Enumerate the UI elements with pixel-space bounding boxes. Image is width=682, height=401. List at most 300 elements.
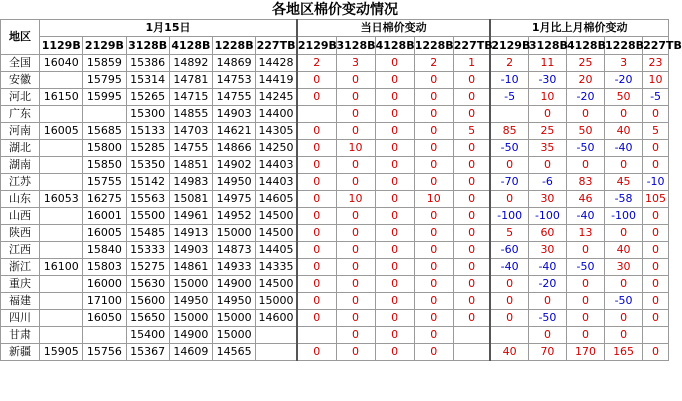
- daily-change-cell: 0: [453, 225, 490, 242]
- region-cell: 福建: [1, 293, 40, 310]
- daily-change-cell: 0: [414, 106, 453, 123]
- monthly-change-cell: 0: [643, 259, 669, 276]
- monthly-change-cell: 0: [643, 106, 669, 123]
- price-cell: 15314: [126, 72, 169, 89]
- monthly-change-cell: 0: [643, 157, 669, 174]
- price-cell: 14703: [169, 123, 212, 140]
- monthly-change-cell: 30: [605, 259, 643, 276]
- daily-change-cell: 0: [375, 259, 414, 276]
- daily-change-cell: 0: [375, 55, 414, 72]
- daily-change-cell: 0: [453, 106, 490, 123]
- monthly-change-cell: -100: [528, 208, 566, 225]
- daily-change-cell: 0: [414, 157, 453, 174]
- daily-change-cell: 0: [414, 344, 453, 361]
- monthly-change-cell: 13: [566, 225, 604, 242]
- price-cell: 14851: [169, 157, 212, 174]
- price-cell: 16275: [83, 191, 126, 208]
- monthly-change-cell: 0: [605, 276, 643, 293]
- price-cell: 15600: [126, 293, 169, 310]
- daily-change-cell: 0: [297, 140, 336, 157]
- price-cell: 15905: [40, 344, 83, 361]
- monthly-change-cell: 0: [528, 106, 566, 123]
- monthly-change-cell: -70: [490, 174, 528, 191]
- col-header-monthly: 3128B: [528, 37, 566, 55]
- price-cell: 14755: [169, 140, 212, 157]
- daily-change-cell: 0: [336, 276, 375, 293]
- monthly-change-cell: 10: [528, 89, 566, 106]
- price-cell: 15650: [126, 310, 169, 327]
- group-header-monthly: 1月比上月棉价变动: [490, 20, 668, 37]
- price-cell: 14305: [256, 123, 297, 140]
- price-cell: 14419: [256, 72, 297, 89]
- price-cell: 14250: [256, 140, 297, 157]
- monthly-change-cell: 0: [528, 327, 566, 344]
- monthly-change-cell: 0: [643, 225, 669, 242]
- table-row: [1, 259, 669, 276]
- daily-change-cell: 0: [336, 89, 375, 106]
- daily-change-cell: 0: [375, 310, 414, 327]
- monthly-change-cell: 0: [528, 293, 566, 310]
- monthly-change-cell: 50: [605, 89, 643, 106]
- monthly-change-cell: 0: [490, 293, 528, 310]
- daily-change-cell: 0: [336, 310, 375, 327]
- daily-change-cell: 0: [414, 208, 453, 225]
- monthly-change-cell: -40: [566, 208, 604, 225]
- price-cell: [40, 242, 83, 259]
- daily-change-cell: [297, 327, 336, 344]
- monthly-change-cell: 0: [605, 106, 643, 123]
- table-row: [1, 123, 669, 140]
- price-cell: [40, 157, 83, 174]
- daily-change-cell: 0: [375, 157, 414, 174]
- price-cell: 14861: [169, 259, 212, 276]
- col-header-daily: 1228B: [414, 37, 453, 55]
- price-cell: [256, 327, 297, 344]
- price-cell: [40, 225, 83, 242]
- col-header-jan15: 4128B: [169, 37, 212, 55]
- monthly-change-cell: -20: [605, 72, 643, 89]
- region-header: 地区: [1, 20, 40, 55]
- price-cell: 14609: [169, 344, 212, 361]
- monthly-change-cell: -50: [566, 259, 604, 276]
- monthly-change-cell: 0: [566, 293, 604, 310]
- col-header-jan15: 3128B: [126, 37, 169, 55]
- daily-change-cell: 0: [375, 123, 414, 140]
- price-cell: 14565: [212, 344, 255, 361]
- table-row: [1, 310, 669, 327]
- monthly-change-cell: 0: [490, 157, 528, 174]
- price-cell: 14500: [256, 276, 297, 293]
- monthly-change-cell: -20: [566, 89, 604, 106]
- price-cell: 14869: [212, 55, 255, 72]
- table-row: [1, 72, 669, 89]
- price-cell: [40, 174, 83, 191]
- price-cell: 15400: [126, 327, 169, 344]
- monthly-change-cell: 5: [490, 225, 528, 242]
- price-cell: 15000: [212, 327, 255, 344]
- region-cell: 山东: [1, 191, 40, 208]
- monthly-change-cell: -50: [490, 140, 528, 157]
- price-cell: 14900: [212, 276, 255, 293]
- daily-change-cell: 0: [375, 89, 414, 106]
- monthly-change-cell: [643, 327, 669, 344]
- price-cell: [40, 208, 83, 225]
- monthly-change-cell: 0: [566, 106, 604, 123]
- price-cell: 15142: [126, 174, 169, 191]
- price-cell: 16040: [40, 55, 83, 72]
- monthly-change-cell: 170: [566, 344, 604, 361]
- price-cell: 14855: [169, 106, 212, 123]
- monthly-change-cell: 25: [566, 55, 604, 72]
- daily-change-cell: 0: [453, 293, 490, 310]
- table-row: [1, 293, 669, 310]
- daily-change-cell: 0: [297, 344, 336, 361]
- price-cell: 14753: [212, 72, 255, 89]
- price-cell: 16000: [83, 276, 126, 293]
- price-cell: 14873: [212, 242, 255, 259]
- monthly-change-cell: 0: [566, 157, 604, 174]
- price-cell: 15800: [83, 140, 126, 157]
- table-row: [1, 55, 669, 72]
- daily-change-cell: 0: [297, 225, 336, 242]
- daily-change-cell: 0: [375, 72, 414, 89]
- region-cell: 全国: [1, 55, 40, 72]
- daily-change-cell: 0: [453, 174, 490, 191]
- daily-change-cell: 0: [414, 293, 453, 310]
- price-cell: 14866: [212, 140, 255, 157]
- daily-change-cell: 0: [414, 140, 453, 157]
- price-cell: 14335: [256, 259, 297, 276]
- price-cell: 14605: [256, 191, 297, 208]
- daily-change-cell: 3: [336, 55, 375, 72]
- monthly-change-cell: -40: [605, 140, 643, 157]
- price-cell: 15285: [126, 140, 169, 157]
- table-row: [1, 89, 669, 106]
- price-cell: 15000: [256, 293, 297, 310]
- monthly-change-cell: -100: [605, 208, 643, 225]
- col-header-jan15: 1228B: [212, 37, 255, 55]
- monthly-change-cell: 0: [605, 225, 643, 242]
- price-cell: 16001: [83, 208, 126, 225]
- daily-change-cell: [453, 327, 490, 344]
- price-cell: 14245: [256, 89, 297, 106]
- price-cell: 14781: [169, 72, 212, 89]
- daily-change-cell: 0: [453, 310, 490, 327]
- daily-change-cell: 0: [414, 123, 453, 140]
- daily-change-cell: 0: [336, 123, 375, 140]
- daily-change-cell: 0: [453, 89, 490, 106]
- monthly-change-cell: -50: [566, 140, 604, 157]
- price-cell: [40, 310, 83, 327]
- monthly-change-cell: 0: [566, 310, 604, 327]
- daily-change-cell: 0: [336, 242, 375, 259]
- table-row: [1, 242, 669, 259]
- price-cell: 14400: [256, 106, 297, 123]
- daily-change-cell: 0: [336, 259, 375, 276]
- price-cell: 14892: [169, 55, 212, 72]
- daily-change-cell: 0: [297, 276, 336, 293]
- daily-change-cell: 0: [297, 310, 336, 327]
- monthly-change-cell: -20: [528, 276, 566, 293]
- price-cell: 14500: [256, 208, 297, 225]
- price-cell: 16053: [40, 191, 83, 208]
- region-cell: 新疆: [1, 344, 40, 361]
- col-header-daily: 3128B: [336, 37, 375, 55]
- daily-change-cell: 0: [414, 174, 453, 191]
- daily-change-cell: 0: [297, 208, 336, 225]
- price-cell: 15386: [126, 55, 169, 72]
- price-cell: 14983: [169, 174, 212, 191]
- region-cell: 河南: [1, 123, 40, 140]
- page-title: 各地区棉价变动情况: [272, 2, 398, 18]
- price-cell: [40, 293, 83, 310]
- daily-change-cell: 0: [297, 72, 336, 89]
- region-cell: 江西: [1, 242, 40, 259]
- price-cell: [83, 327, 126, 344]
- group-header-jan15: 1月15日: [40, 20, 297, 37]
- daily-change-cell: [297, 106, 336, 123]
- monthly-change-cell: 0: [643, 242, 669, 259]
- daily-change-cell: 0: [297, 174, 336, 191]
- monthly-change-cell: [490, 106, 528, 123]
- region-cell: 广东: [1, 106, 40, 123]
- monthly-change-cell: [490, 327, 528, 344]
- col-header-daily: 2129B: [297, 37, 336, 55]
- daily-change-cell: 0: [414, 327, 453, 344]
- price-cell: 14903: [212, 106, 255, 123]
- monthly-change-cell: 11: [528, 55, 566, 72]
- region-cell: 安徽: [1, 72, 40, 89]
- monthly-change-cell: 0: [566, 327, 604, 344]
- daily-change-cell: 0: [336, 174, 375, 191]
- price-cell: [40, 276, 83, 293]
- monthly-change-cell: -50: [605, 293, 643, 310]
- daily-change-cell: 0: [297, 157, 336, 174]
- daily-change-cell: 0: [375, 293, 414, 310]
- price-cell: 15859: [83, 55, 126, 72]
- daily-change-cell: 0: [414, 242, 453, 259]
- daily-change-cell: 0: [297, 259, 336, 276]
- price-cell: 14403: [256, 174, 297, 191]
- cotton-price-table: [0, 19, 682, 361]
- monthly-change-cell: 0: [528, 157, 566, 174]
- price-cell: 16005: [83, 225, 126, 242]
- monthly-change-cell: 0: [490, 191, 528, 208]
- monthly-change-cell: 10: [643, 72, 669, 89]
- price-cell: 15333: [126, 242, 169, 259]
- monthly-change-cell: 0: [605, 310, 643, 327]
- daily-change-cell: 2: [414, 55, 453, 72]
- daily-change-cell: 0: [375, 208, 414, 225]
- monthly-change-cell: 40: [490, 344, 528, 361]
- region-cell: 四川: [1, 310, 40, 327]
- daily-change-cell: 0: [453, 72, 490, 89]
- monthly-change-cell: 0: [643, 208, 669, 225]
- monthly-change-cell: -6: [528, 174, 566, 191]
- monthly-change-cell: 5: [643, 123, 669, 140]
- price-cell: 16050: [83, 310, 126, 327]
- price-cell: 14715: [169, 89, 212, 106]
- daily-change-cell: 0: [297, 191, 336, 208]
- daily-change-cell: 0: [414, 72, 453, 89]
- daily-change-cell: 0: [336, 208, 375, 225]
- price-cell: [40, 72, 83, 89]
- daily-change-cell: 0: [336, 293, 375, 310]
- daily-change-cell: 0: [453, 191, 490, 208]
- region-cell: 湖北: [1, 140, 40, 157]
- daily-change-cell: 5: [453, 123, 490, 140]
- header-row-groups: [1, 20, 669, 37]
- monthly-change-cell: 0: [643, 293, 669, 310]
- monthly-change-cell: 165: [605, 344, 643, 361]
- monthly-change-cell: 23: [643, 55, 669, 72]
- monthly-change-cell: 25: [528, 123, 566, 140]
- monthly-change-cell: -40: [528, 259, 566, 276]
- price-cell: 15685: [83, 123, 126, 140]
- price-cell: 14933: [212, 259, 255, 276]
- daily-change-cell: 0: [336, 225, 375, 242]
- col-header-daily: 227TB: [453, 37, 490, 55]
- price-cell: 15000: [212, 310, 255, 327]
- table-row: [1, 140, 669, 157]
- price-cell: 15755: [83, 174, 126, 191]
- daily-change-cell: 0: [336, 157, 375, 174]
- region-cell: 甘肃: [1, 327, 40, 344]
- price-cell: 15000: [169, 310, 212, 327]
- daily-change-cell: 0: [336, 72, 375, 89]
- daily-change-cell: 0: [453, 208, 490, 225]
- monthly-change-cell: -5: [643, 89, 669, 106]
- table-row: [1, 327, 669, 344]
- price-cell: [256, 344, 297, 361]
- monthly-change-cell: -30: [528, 72, 566, 89]
- price-cell: 15367: [126, 344, 169, 361]
- daily-change-cell: 0: [375, 191, 414, 208]
- monthly-change-cell: 0: [643, 140, 669, 157]
- price-cell: [83, 106, 126, 123]
- price-cell: 14950: [212, 174, 255, 191]
- header-row-columns: [1, 37, 669, 55]
- col-header-monthly: 2129B: [490, 37, 528, 55]
- daily-change-cell: 0: [453, 140, 490, 157]
- daily-change-cell: [453, 344, 490, 361]
- daily-change-cell: 0: [453, 242, 490, 259]
- price-cell: 14755: [212, 89, 255, 106]
- table-body: [1, 20, 682, 361]
- monthly-change-cell: -10: [643, 174, 669, 191]
- table-row: [1, 344, 669, 361]
- monthly-change-cell: 45: [605, 174, 643, 191]
- monthly-change-cell: -60: [490, 242, 528, 259]
- price-cell: [40, 140, 83, 157]
- daily-change-cell: 0: [336, 344, 375, 361]
- daily-change-cell: 0: [297, 89, 336, 106]
- region-cell: 湖南: [1, 157, 40, 174]
- daily-change-cell: 0: [414, 276, 453, 293]
- daily-change-cell: 1: [453, 55, 490, 72]
- price-cell: 15995: [83, 89, 126, 106]
- price-cell: 15756: [83, 344, 126, 361]
- daily-change-cell: 0: [453, 259, 490, 276]
- monthly-change-cell: -40: [490, 259, 528, 276]
- daily-change-cell: 0: [375, 225, 414, 242]
- monthly-change-cell: 0: [490, 276, 528, 293]
- price-cell: [40, 327, 83, 344]
- region-cell: 浙江: [1, 259, 40, 276]
- price-cell: 15803: [83, 259, 126, 276]
- price-cell: 14403: [256, 157, 297, 174]
- monthly-change-cell: 35: [528, 140, 566, 157]
- region-cell: 重庆: [1, 276, 40, 293]
- price-cell: 16100: [40, 259, 83, 276]
- price-cell: 15485: [126, 225, 169, 242]
- price-cell: 14600: [256, 310, 297, 327]
- monthly-change-cell: 0: [490, 310, 528, 327]
- col-header-jan15: 227TB: [256, 37, 297, 55]
- price-cell: 14621: [212, 123, 255, 140]
- table-row: [1, 191, 669, 208]
- region-cell: 河北: [1, 89, 40, 106]
- price-cell: 14975: [212, 191, 255, 208]
- daily-change-cell: 0: [414, 259, 453, 276]
- monthly-change-cell: -58: [605, 191, 643, 208]
- daily-change-cell: 0: [375, 276, 414, 293]
- region-cell: 江苏: [1, 174, 40, 191]
- price-cell: 15795: [83, 72, 126, 89]
- col-header-jan15: 2129B: [83, 37, 126, 55]
- daily-change-cell: 0: [453, 157, 490, 174]
- monthly-change-cell: 0: [643, 310, 669, 327]
- region-cell: 陕西: [1, 225, 40, 242]
- table-row: [1, 208, 669, 225]
- price-cell: 14952: [212, 208, 255, 225]
- monthly-change-cell: 105: [643, 191, 669, 208]
- price-cell: 15500: [126, 208, 169, 225]
- price-cell: 15630: [126, 276, 169, 293]
- table-row: [1, 174, 669, 191]
- monthly-change-cell: 3: [605, 55, 643, 72]
- col-header-jan15: 1129B: [40, 37, 83, 55]
- price-cell: 14405: [256, 242, 297, 259]
- monthly-change-cell: 40: [605, 242, 643, 259]
- monthly-change-cell: 50: [566, 123, 604, 140]
- daily-change-cell: 0: [336, 106, 375, 123]
- monthly-change-cell: 0: [605, 157, 643, 174]
- col-header-daily: 4128B: [375, 37, 414, 55]
- daily-change-cell: 0: [375, 327, 414, 344]
- price-cell: 15300: [126, 106, 169, 123]
- monthly-change-cell: 60: [528, 225, 566, 242]
- price-cell: 15081: [169, 191, 212, 208]
- monthly-change-cell: 0: [605, 327, 643, 344]
- table-row: [1, 276, 669, 293]
- table-row: [1, 157, 669, 174]
- daily-change-cell: 0: [375, 106, 414, 123]
- price-cell: 15350: [126, 157, 169, 174]
- monthly-change-cell: 85: [490, 123, 528, 140]
- price-cell: 14900: [169, 327, 212, 344]
- group-header-daily: 当日棉价变动: [297, 20, 490, 37]
- price-cell: 14950: [212, 293, 255, 310]
- daily-change-cell: 0: [375, 140, 414, 157]
- col-header-monthly: 227TB: [643, 37, 669, 55]
- price-cell: 17100: [83, 293, 126, 310]
- price-cell: 14500: [256, 225, 297, 242]
- daily-change-cell: 0: [375, 344, 414, 361]
- monthly-change-cell: -10: [490, 72, 528, 89]
- monthly-change-cell: 0: [643, 276, 669, 293]
- daily-change-cell: 10: [336, 140, 375, 157]
